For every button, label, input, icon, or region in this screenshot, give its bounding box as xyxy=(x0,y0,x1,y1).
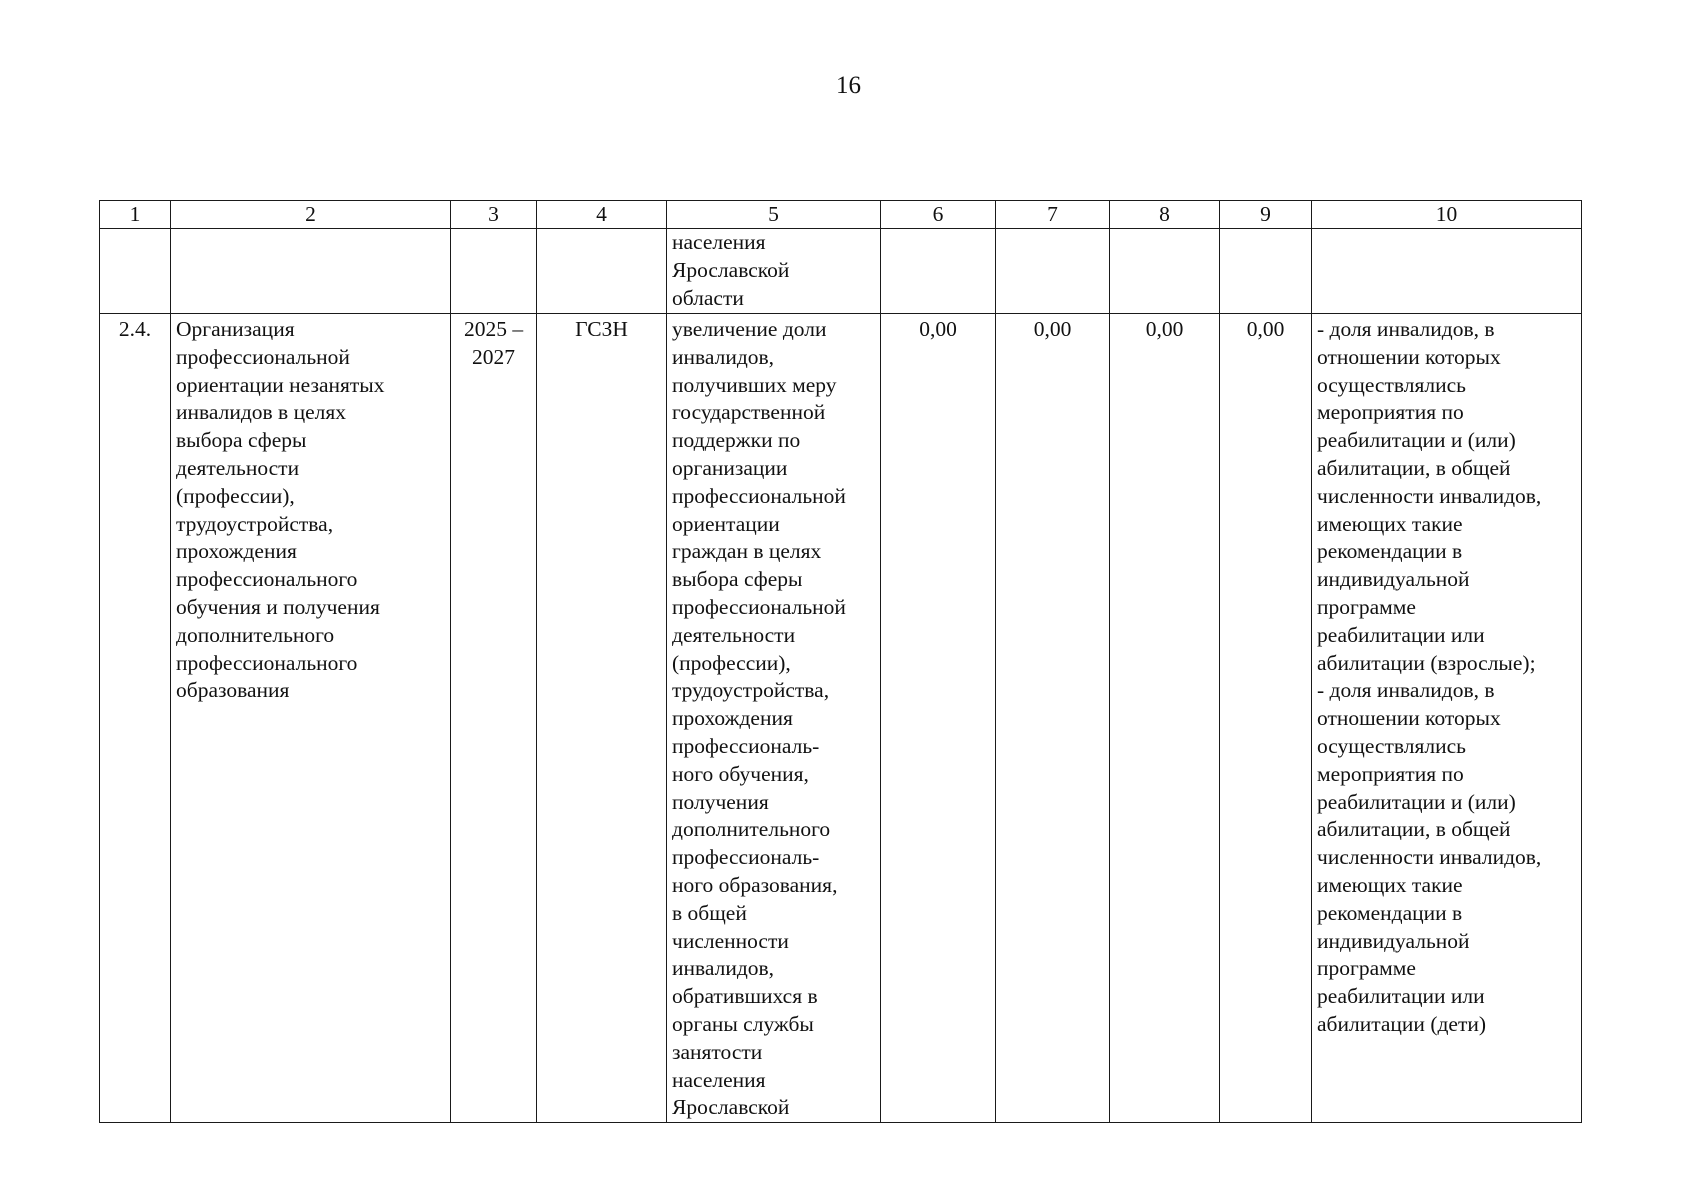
cont-cell-8 xyxy=(1110,229,1220,314)
value-col-7: 0,00 xyxy=(996,314,1110,1123)
header-col-5: 5 xyxy=(667,201,881,229)
cont-cell-9 xyxy=(1220,229,1312,314)
measure-name: Организация профессиональной ориентации незанятых инвалидов в целях выбора сферы деятельности (профессии), трудоустройства, прохождения профессионального обучения и получения дополнительного профессионального образования xyxy=(171,314,451,1123)
cont-cell-4 xyxy=(537,229,667,314)
value-col-6: 0,00 xyxy=(881,314,996,1123)
continuation-row xyxy=(100,229,1582,314)
cont-cell-5-indicator: населения Ярославской области xyxy=(667,229,881,314)
value-col-9: 0,00 xyxy=(1220,314,1312,1123)
value-col-8: 0,00 xyxy=(1110,314,1220,1123)
cont-cell-3 xyxy=(451,229,537,314)
header-col-8: 8 xyxy=(1110,201,1220,229)
cont-cell-10 xyxy=(1312,229,1582,314)
row-number: 2.4. xyxy=(100,314,171,1123)
header-col-3: 3 xyxy=(451,201,537,229)
header-col-6: 6 xyxy=(881,201,996,229)
period-years: 2025 – 2027 xyxy=(451,314,537,1123)
cont-cell-2 xyxy=(171,229,451,314)
header-col-10: 10 xyxy=(1312,201,1582,229)
expected-result: увеличение доли инвалидов, получивших меру государственной поддержки по организации профессиональной ориентации граждан в целях выбора сферы профессиональной деятельности (профессии), трудоустройства, прохождения профессиональ- ного обучения, получения дополнительного профессиональ- ного образования, в общей численности инвалидов, обратившихся в органы службы занятости населения Ярославской xyxy=(667,314,881,1123)
cont-cell-1 xyxy=(100,229,171,314)
measures-table xyxy=(99,200,1582,1123)
header-col-2: 2 xyxy=(171,201,451,229)
cont-cell-7 xyxy=(996,229,1110,314)
target-indicators: - доля инвалидов, в отношении которых осуществлялись мероприятия по реабилитации и (или) абилитации, в общей численности инвалидов, имеющих такие рекомендации в индивидуальной программе реабилитации или абилитации (взрослые); - доля инвалидов, в отношении которых осуществлялись мероприятия по реабилитации и (или) абилитации, в общей численности инвалидов, имеющих такие рекомендации в индивидуальной программе реабилитации или абилитации (дети) xyxy=(1312,314,1582,1123)
header-row xyxy=(100,201,1582,229)
header-col-4: 4 xyxy=(537,201,667,229)
table-row xyxy=(100,314,1582,1123)
cont-cell-6 xyxy=(881,229,996,314)
header-col-1: 1 xyxy=(100,201,171,229)
executor: ГСЗН xyxy=(537,314,667,1123)
page-number: 16 xyxy=(836,72,861,99)
header-col-9: 9 xyxy=(1220,201,1312,229)
header-col-7: 7 xyxy=(996,201,1110,229)
